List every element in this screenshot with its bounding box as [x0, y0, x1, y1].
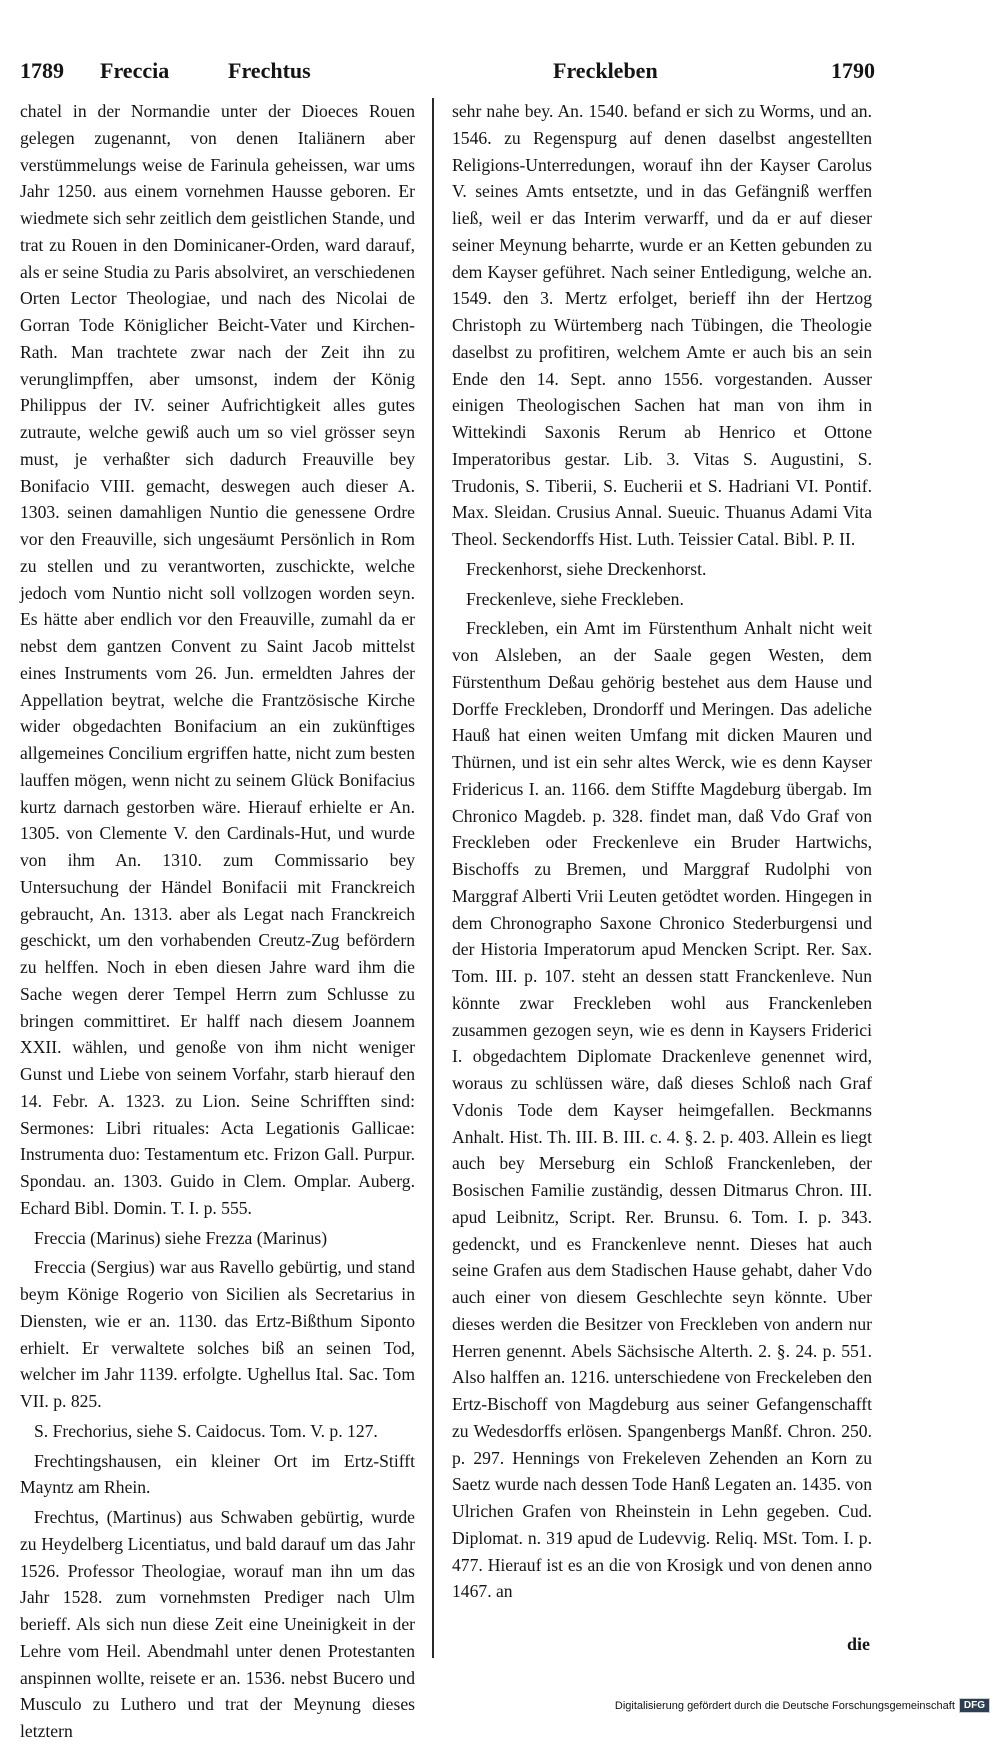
page-number-left: 1789: [20, 58, 64, 83]
entry-paragraph: Freccia (Sergius) war aus Ravello gebürtig, und stand beym Könige Rogerio von Sicilien als Secretarius in Diensten, wie er an. 1130. das Ertz-Bißthum Siponto erhielt. Er verwaltete solches biß an seinen Tod, welcher im Jahr 1139. erfolgte. Ughellus Ital. Sac. Tom VII. p. 825.: [20, 1257, 415, 1411]
right-column: [452, 98, 872, 1656]
entry-paragraph: Freckenleve, siehe Freckleben.: [466, 588, 684, 609]
dfg-logo: DFG: [959, 1698, 990, 1713]
entry-paragraph: Frechtingshausen, ein kleiner Ort im Ertz-Stifft Mayntz am Rhein.: [20, 1450, 415, 1498]
entry-paragraph: Frechtus, (Martinus) aus Schwaben gebürtig, wurde zu Heydelberg Licentiatus, und bald darauf um das Jahr 1526. Professor Theologiae, worauf man ihn um das Jahr 1528. zum vornehmsten Prediger nach Ulm berieff. Als sich nun diese Zeit eine Uneinigkeit in der Lehre vom Heil. Abendmahl unter denen Protestanten anspinnen wollte, reisete er an. 1536. nebst Bucero und Musculo zu Luthero und trat der Meynung dieses letztern: [20, 1507, 415, 1741]
header-lemma-left-2: Frechtus: [228, 58, 311, 83]
column-divider: [432, 98, 434, 1658]
footer-text: Digitalisierung gefördert durch die Deutsche Forschungsgemeinschaft: [614, 1699, 955, 1712]
entry-paragraph: Freckleben, ein Amt im Fürstenthum Anhalt nicht weit von Alsleben, an der Saale gegen Westen, dem Fürstenthum Deßau gehörig bestehet aus dem Hause und Dorffe Freckleben, Drondorff und Meringen. Das adeliche Hauß hat einen weiten Umfang mit dicken Mauren und Thürnen, und ist ein sehr altes Werck, wie es denn Kayser Fridericus I. an. 1166. dem Stiffte Magdeburg übergab. Im Chronico Magdeb. p. 328. findet man, daß Vdo Graf von Freckleben oder Freckenleve ein Bruder Hartwichs, Bischoffs zu Bremen, und Marggraf Rudolphi von Marggraf Alberti Vrii Leuten getödtet worden. Hingegen in dem Chronographo Saxone Chronico Stederburgensi und der Historia Imperatorum apud Mencken Script. Rer. Sax. Tom. III. p. 107. steht an dessen statt Franckenleve. Nun könnte zwar Freckleben wohl aus Franckenleben zusammen gezogen seyn, wie es denn in Kaysers Friderici I. obgedachtem Diplomate Drackenleve genennet wird, woraus zu schlüssen wäre, daß dieses Schloß nach Graf Vdonis Tode dem Kayser heimgefallen. Beckmanns Anhalt. Hist. Th. III. B. III. c. 4. §. 2. p. 403. Allein es liegt auch bey Merseburg ein Schloß Franckenleben, der Bosischen Familie zuständig, dessen Ditmarus Chron. III. apud Leibnitz, Script. Rer. Brunsu. 6. Tom. I. p. 343. gedenckt, und es Franckenleve nennt. Dieses hat auch seine Grafen aus dem Stadischen Hause gehabt, daher Vdo auch einer von diesem Geschlechte seyn könnte. Uber dieses werden die Besitzer von Freckleben von andern nur Herren genennt. Abels Sächsische Alterth. 2. §. 24. p. 551. Also halffen an. 1216. unterschiedene von Freckeleben den Ertz-Bischoff von Magdeburg aus seiner Gefangenschafft zu Wedesdorffs erlösen. Spangenbergs Manßf. Chron. 250. p. 297. Hennings von Frekeleven Zehenden an Korn zu Saetz wurde nach dessen Tode Hanß Legaten an. 1435. von Ulrichen Grafen von Rheinstein in Lehn gegeben. Cud. Diplomat. n. 319 apud de Ludevvig. Reliq. MSt. Tom. I. p. 477. Hierauf ist es an die von Krosigk und von denen anno 1467. an: [452, 618, 872, 1602]
entry-paragraph: Freckenhorst, siehe Dreckenhorst.: [466, 558, 707, 579]
entry-paragraph: chatel in der Normandie unter der Dioeces Rouen gelegen zugenannt, von denen Italiänern aber verstümmelungs weise de Farinula geheissen, war ums Jahr 1250. aus einem vornehmen Hausse geboren. Er wiedmete sich sehr zeitlich dem geistlichen Stande, und trat zu Rouen in den Dominicaner-Orden, ward darauf, als er seine Studia zu Paris absolviret, an verschiedenen Orten Lector Theologiae, und nach des Nicolai de Gorran Tode Königlicher Beicht-Vater und Kirchen-Rath. Man trachtete zwar nach der Zeit ihn zu verunglimpffen, aber umsonst, indem der König Philippus der IV. seiner Aufrichtigkeit alles gutes zutraute, welche gewiß auch um so viel grösser seyn must, je verhaßter sich dadurch Freauville bey Bonifacio VIII. gemacht, deswegen auch dieser A. 1303. seinen damahligen Nuntio die genessene Ordre vor den Freauville, sich ungesäumt Persönlich in Rom zu stellen und zu verantworten, zuschickte, welche jedoch vom Nuntio nicht soll vollzogen worden seyn. Es hätte aber endlich vor den Freauville, zumahl da er nebst dem gantzen Convent zu Saint Jacob mittelst eines Instruments vom 26. Jun. ermeldten Jahres der Appellation beytrat, welche die Frantzösische Kirche wider obgedachten Bonifacium an ein zukünftiges allgemeines Concilium ergriffen hatte, nicht zum besten lauffen mögen, wenn nicht zu seinem Glück Bonifacius kurtz darnach gestorben wäre. Hierauf erhielte er An. 1305. von Clemente V. den Cardinals-Hut, und wurde von ihm An. 1310. zum Commissario bey Untersuchung der Händel Bonifacii mit Franckreich gebraucht, An. 1313. aber als Legat nach Franckreich geschickt, um den vorhabenden Creutz-Zug befördern zu helffen. Noch in eben diesen Jahre ward ihm die Sache wegen derer Tempel Herrn zum Schlusse zu bringen committiret. Er halff nach diesem Joannem XXII. wählen, und genoße von ihm nicht weniger Gunst und Liebe von seinem Vorfahr, starb hierauf den 14. Febr. A. 1323. zu Lion. Seine Schrifften sind: Sermones: Libri rituales: Acta Legationis Gallicae: Instrumenta duo: Testamentum etc. Frizon Gall. Purpur. Spondau. an. 1303. Guido in Clem. Omplar. Auberg. Echard Bibl. Domin. T. I. p. 555.: [20, 101, 415, 1218]
entry-paragraph: S. Frechorius, siehe S. Caidocus. Tom. V. p. 127.: [34, 1420, 378, 1441]
entry-paragraph: Freccia (Marinus) siehe Frezza (Marinus): [34, 1227, 328, 1248]
header-lemma-right: Freckleben: [553, 58, 658, 83]
digitization-footer: [615, 1698, 990, 1713]
left-column: [20, 98, 415, 1741]
entry-paragraph: sehr nahe bey. An. 1540. befand er sich zu Worms, und an. 1546. zu Regenspurg auf denen daselbst angestellten Religions-Unterredungen, worauf ihn der Kayser Carolus V. seines Amts entsetzte, und in das Gefängniß werffen ließ, weil er das Interim verwarff, und da er auf dieser seiner Meynung beharrte, wurde er an Ketten gebunden zu dem Kayser geführet. Nach seiner Entledigung, welche an. 1549. den 3. Mertz erfolget, berieff ihn der Hertzog Christoph zu Würtemberg nach Tübingen, die Theologie daselbst zu profitiren, welchem Amte er auch bis an sein Ende den 14. Sept. anno 1556. vorgestanden. Ausser einigen Theologischen Sachen hat man von ihm in Wittekindi Saxonis Rerum ab Henrico et Ottone Imperatoribus gestar. Lib. 3. Vitas S. Augustini, S. Trudonis, S. Tiberii, S. Eucherii et S. Hadriani VI. Pontif. Max. Sleidan. Crusius Annal. Sueuic. Thuanus Adami Vita Theol. Seckendorffs Hist. Luth. Teissier Catal. Bibl. P. II.: [452, 101, 872, 549]
catchword: die: [846, 1634, 870, 1654]
page-number-right: 1790: [831, 58, 875, 83]
header-lemma-left-1: Freccia: [100, 58, 170, 83]
running-header: [20, 58, 875, 92]
